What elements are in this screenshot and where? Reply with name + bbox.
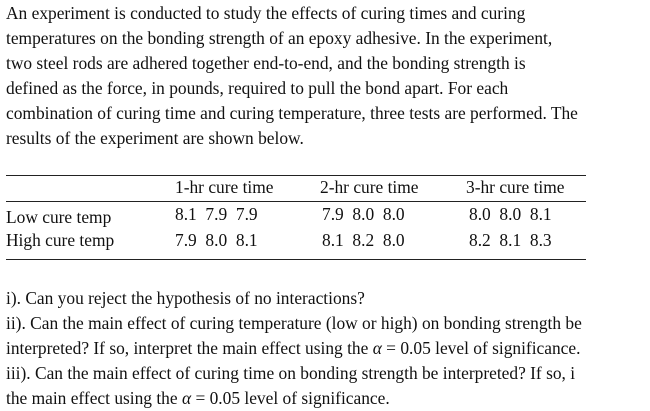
intro-line: combination of curing time and curing temperature, three tests are performed. The [6, 103, 578, 123]
cell-low-3hr: 8.0 8.0 8.1 [469, 204, 552, 224]
row-label-low-temp: Low cure temp [6, 207, 112, 227]
column-header-2hr: 2-hr cure time [320, 177, 419, 197]
question-3-text-pre: the main effect using the [6, 388, 182, 408]
cell-high-1hr: 7.9 8.0 8.1 [175, 230, 258, 250]
column-header-3hr: 3-hr cure time [466, 177, 565, 197]
question-2-text-post: = 0.05 level of significance. [381, 338, 581, 358]
cell-high-3hr: 8.2 8.1 8.3 [469, 230, 552, 250]
question-3-text-post: = 0.05 level of significance. [191, 388, 390, 408]
cell-high-2hr: 8.1 8.2 8.0 [322, 230, 405, 250]
alpha-symbol: α [181, 388, 192, 408]
question-3-line1: iii). Can the main effect of curing time on bonding strength be interpreted? If so, i [6, 363, 576, 383]
intro-line: temperatures on the bonding strength of an epoxy adhesive. In the experiment, [6, 28, 553, 48]
intro-line: An experiment is conducted to study the effects of curing times and curing [6, 3, 526, 23]
cell-low-1hr: 8.1 7.9 7.9 [175, 204, 258, 224]
column-header-1hr: 1-hr cure time [175, 177, 274, 197]
table-header-rule [6, 201, 586, 202]
table-top-rule [6, 175, 586, 176]
intro-line: results of the experiment are shown below. [6, 128, 304, 148]
row-label-high-temp: High cure temp [6, 230, 115, 250]
question-2-line1: ii). Can the main effect of curing temperature (low or high) on bonding strength be [6, 313, 582, 333]
question-1: i). Can you reject the hypothesis of no interactions? [6, 288, 365, 308]
question-3-line2 [6, 388, 390, 409]
table-bottom-rule [6, 259, 586, 260]
intro-line: two steel rods are adhered together end-to-end, and the bonding strength is [6, 53, 526, 73]
alpha-symbol: α [372, 338, 382, 358]
question-2-text-pre: interpreted? If so, interpret the main effect using the [6, 338, 373, 358]
cell-low-2hr: 7.9 8.0 8.0 [322, 204, 405, 224]
question-2-line2 [6, 338, 580, 359]
intro-line: defined as the force, in pounds, required to pull the bond apart. For each [6, 78, 509, 98]
